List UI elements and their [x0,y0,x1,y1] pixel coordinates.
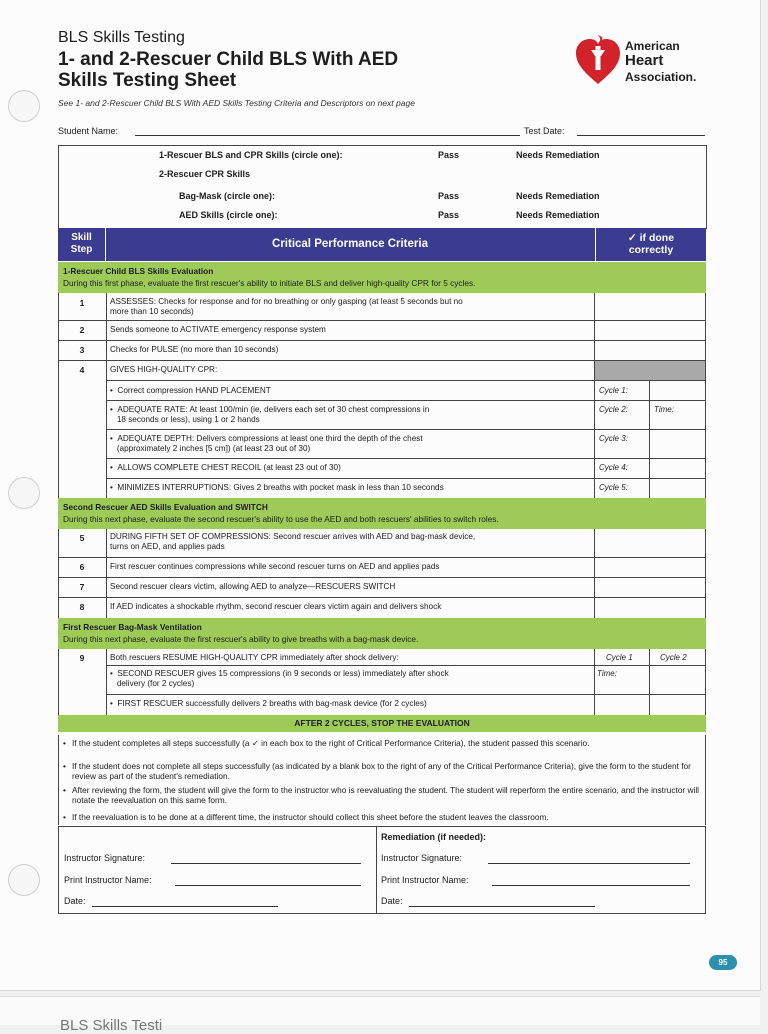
table-row-line [106,478,706,479]
bullet-text: ALLOWS COMPLETE CHEST RECOIL (at least 23 out of 30) [117,463,341,472]
bullet-text: MINIMIZES INTERRUPTIONS: Gives 2 breaths with pocket mask in less than 10 seconds [117,483,444,492]
heart-torch-icon [574,32,622,88]
signature-box [58,826,706,914]
criteria-bullet: • ALLOWS COMPLETE CHEST RECOIL (at least 23 out of 30) [110,463,341,472]
logo-text-association: Association. [625,70,697,84]
criteria-bullet: • SECOND RESCUER gives 15 compressions (in 9 seconds or less) immediately after shock delivery (for 2 cycles) [110,669,449,688]
table-border [649,649,650,715]
step-text-line: turns on AED, and applies pads [110,542,225,551]
remediation-option[interactable]: Needs Remediation [516,210,600,220]
cycle-label: Cycle 3: [599,434,628,443]
cycle-header: Cycle 2 [660,653,687,662]
bullet-text: (approximately 2 inches [5 cm]) (at least 23 out of 30) [116,444,311,453]
binder-hole [8,864,40,896]
step-number: 9 [79,653,85,663]
remediation-option[interactable]: Needs Remediation [516,150,600,160]
time-label: Time: [597,669,617,678]
table-border [594,529,595,618]
table-row-line [106,665,706,666]
table-row-line [106,380,706,381]
next-page-edge [0,996,760,1034]
page-title-line1: 1- and 2-Rescuer Child BLS With AED [58,49,399,70]
step-number: 4 [79,365,85,375]
section-description: During this next phase, evaluate the first rescuer's ability to give breaths with a bag-mask device. [63,634,419,644]
bullet-text: SECOND RESCUER gives 15 compressions (in 9 seconds or less) immediately after shock [117,669,449,678]
section-band [58,262,706,293]
step-text: Both rescuers RESUME HIGH-QUALITY CPR immediately after shock delivery: [110,653,399,662]
step-text-line: DURING FIFTH SET OF COMPRESSIONS: Second rescuer arrives with AED and bag-mask device, [110,532,476,541]
results-box [58,145,707,229]
section-band [58,618,706,649]
bullet-text: FIRST RESCUER successfully delivers 2 breaths with bag-mask device (for 2 cycles) [117,699,427,708]
remediation-signature-field[interactable] [488,863,690,864]
bullet-text: ADEQUATE RATE: At least 100/min (ie, delivers each set of 30 chest compressions in [117,405,430,414]
binder-hole [8,90,40,122]
rescuer1-result-label: 1-Rescuer BLS and CPR Skills (circle one): [159,150,343,160]
criteria-bullet: • FIRST RESCUER successfully delivers 2 breaths with bag-mask device (for 2 cycles) [110,699,427,708]
step-text: GIVES HIGH-QUALITY CPR: [110,365,218,374]
step-text: If AED indicates a shockable rhythm, second rescuer clears victim again and delivers shock [110,602,442,611]
step-number: 1 [79,298,85,308]
section-title: Second Rescuer AED Skills Evaluation and SWITCH [63,502,268,512]
step-number: 6 [79,562,85,572]
table-border [649,380,650,498]
table-row-line [106,694,706,695]
step-text [110,297,463,317]
cycle-label: Cycle 2: [599,405,628,414]
shaded-cell [595,361,705,380]
skill-step-header [58,228,106,261]
remediation-signature-label: Instructor Signature: [381,853,463,863]
logo-text-heart: Heart [625,52,664,69]
section-title: BLS Skills Testing [58,29,185,46]
test-date-field[interactable] [577,135,705,136]
table-border [58,293,59,498]
table-border [705,529,706,618]
done-correctly-header [595,228,706,261]
step-text: Second rescuer clears victim, allowing AED to analyze—RESCUERS SWITCH [110,582,396,591]
time-label: Time: [654,405,674,414]
table-row-line [106,400,706,401]
table-border [705,649,706,715]
section-description: During this first phase, evaluate the first rescuer's ability to initiate BLS and deliver high-quality CPR for 5 cycles. [63,278,476,288]
table-row-line [58,320,706,321]
step-number: 7 [79,582,85,592]
pass-option[interactable]: Pass [438,210,460,220]
table-row-line [58,340,706,341]
step-text: Checks for PULSE (no more than 10 seconds) [110,345,279,354]
note-item: • If the student completes all steps successfully (a ✓ in each box to the right of Critical Performance Criteria), the student passed this scenario. [63,738,703,748]
criteria-bullet: • ADEQUATE DEPTH: Delivers compressions at least one third the depth of the chest (approximately 2 inches [5 cm]) (at least 23 out of 30) [110,434,423,453]
remediation-date-field[interactable] [409,906,595,907]
criteria-bullet: • Correct compression HAND PLACEMENT [110,386,271,395]
section-title: First Rescuer Bag-Mask Ventilation [63,622,202,632]
remediation-title: Remediation (if needed): [381,832,487,842]
skill-step-header-line1: Skill [71,232,92,243]
step-text: Sends someone to ACTIVATE emergency response system [110,325,326,334]
done-header-line1: ✓ if done [627,232,675,244]
section-title: 1-Rescuer Child BLS Skills Evaluation [63,266,214,276]
print-name-label: Print Instructor Name: [64,875,152,885]
instructor-signature-field[interactable] [171,863,361,864]
step-text-line: ASSESSES: Checks for response and for no breathing or only gasping (at least 5 seconds but no [110,297,463,306]
criteria-bullet: • ADEQUATE RATE: At least 100/min (ie, delivers each set of 30 chest compressions in 18 seconds or less), using 1 or 2 hands [110,405,430,424]
table-row-line [58,577,706,578]
date-label: Date: [64,896,86,906]
table-border [106,649,107,715]
cycle-header: Cycle 1 [606,653,633,662]
table-row-line [58,597,706,598]
cycle-label: Cycle 5: [599,483,628,492]
table-border [106,529,107,618]
step-text: First rescuer continues compressions while second rescuer turns on AED and applies pads [110,562,440,571]
cycle-label: Cycle 1: [599,386,628,395]
remediation-print-name-field[interactable] [492,885,690,886]
table-border [106,293,107,498]
instructions-note: See 1- and 2-Rescuer Child BLS With AED Skills Testing Criteria and Descriptors on next page [58,98,415,108]
aed-result-label: AED Skills (circle one): [179,210,278,220]
bullet-text: delivery (for 2 cycles) [116,679,195,688]
test-date-label: Test Date: [524,126,565,136]
pass-option[interactable]: Pass [438,150,460,160]
table-header [58,228,706,261]
cycle-label: Cycle 4: [599,463,628,472]
step-text-line: more than 10 seconds) [110,307,194,316]
remediation-print-name-label: Print Instructor Name: [381,875,469,885]
table-border [594,649,595,715]
step-number: 2 [79,325,85,335]
section-band [58,498,706,529]
next-page-title: BLS Skills Testi [60,1017,163,1034]
student-name-label: Student Name: [58,126,119,136]
print-name-field[interactable] [175,885,361,886]
pass-option[interactable]: Pass [438,191,460,201]
student-name-field[interactable] [135,135,520,136]
remediation-option[interactable]: Needs Remediation [516,191,600,201]
page-number-badge: 95 [709,955,737,970]
table-row-line [106,429,706,430]
remediation-date-label: Date: [381,896,403,906]
instruction-notes [58,735,706,825]
step-number: 8 [79,602,85,612]
page-title-line2: Skills Testing Sheet [58,70,237,91]
bullet-text: ADEQUATE DEPTH: Delivers compressions at least one third the depth of the chest [117,434,423,443]
done-header-line2: correctly [628,244,674,256]
bagmask-result-label: Bag-Mask (circle one): [179,191,276,201]
table-row-line [58,557,706,558]
table-row-line [106,458,706,459]
criteria-header: Critical Performance Criteria [272,238,428,250]
signature-divider [376,827,377,914]
note-item: • After reviewing the form, the student will give the form to the instructor who is reevaluating the student. The student will reperform the entire scenario, and the instructor will notate the reevaluation on this same form. [63,785,703,805]
logo-text-american: American [625,39,680,53]
date-field[interactable] [92,906,278,907]
aha-logo [574,32,704,88]
instructor-signature-label: Instructor Signature: [64,853,146,863]
note-item: • If the reevaluation is to be done at a different time, the instructor should collect this sheet before the student leaves the classroom. [63,812,703,822]
note-item: • If the student does not complete all steps successfully (as indicated by a blank box to the right of any of the Critical Performance Criteria), give the form to the student for review as part of the student's remediation. [63,761,703,781]
stop-evaluation-bar: AFTER 2 CYCLES, STOP THE EVALUATION [58,715,706,732]
skill-step-header-line2: Step [70,244,93,255]
table-border [705,293,706,498]
binder-hole [8,477,40,509]
criteria-bullet: • MINIMIZES INTERRUPTIONS: Gives 2 breaths with pocket mask in less than 10 seconds [110,483,444,492]
table-border [594,293,595,498]
step-number: 5 [79,533,85,543]
rescuer2-result-label: 2-Rescuer CPR Skills [159,169,251,179]
section-description: During this next phase, evaluate the second rescuer's ability to use the AED and both rescuers' abilities to switch roles. [63,514,499,524]
bullet-text: 18 seconds or less), using 1 or 2 hands [116,415,260,424]
step-number: 3 [79,345,85,355]
step-text [110,532,475,552]
bullet-text: Correct compression HAND PLACEMENT [117,386,271,395]
